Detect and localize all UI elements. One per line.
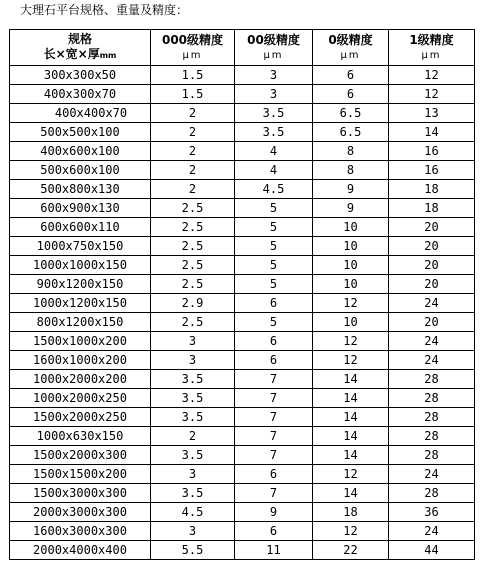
grade-0-cell: 8 [313, 161, 389, 180]
table-row [10, 161, 475, 180]
grade-1-cell: 16 [389, 142, 475, 161]
spec-cell: 400x400x70 [10, 104, 151, 123]
grade-00-cell: 3 [235, 85, 313, 104]
grade-1-cell: 16 [389, 161, 475, 180]
grade-000-cell: 2 [151, 123, 235, 142]
grade-0-cell: 14 [313, 408, 389, 427]
table-row [10, 237, 475, 256]
spec-cell: 1000x1200x150 [10, 294, 151, 313]
grade-1-cell: 12 [389, 66, 475, 85]
grade-0-cell: 14 [313, 427, 389, 446]
grade-1-cell: 12 [389, 85, 475, 104]
grade-000-cell: 2 [151, 180, 235, 199]
grade-1-cell: 20 [389, 218, 475, 237]
grade-0-cell: 10 [313, 218, 389, 237]
table-row [10, 123, 475, 142]
grade-000-cell: 1.5 [151, 85, 235, 104]
spec-cell: 1600x1000x200 [10, 351, 151, 370]
grade-0-cell: 10 [313, 256, 389, 275]
grade-0-cell: 14 [313, 389, 389, 408]
grade-0-cell: 9 [313, 199, 389, 218]
grade-1-cell: 24 [389, 465, 475, 484]
grade-0-cell: 22 [313, 541, 389, 560]
grade-00-cell: 4.5 [235, 180, 313, 199]
table-row [10, 446, 475, 465]
grade-1-cell: 28 [389, 427, 475, 446]
table-row [10, 484, 475, 503]
grade-00-cell: 5 [235, 237, 313, 256]
grade-00-cell: 4 [235, 161, 313, 180]
spec-cell: 2000x4000x400 [10, 541, 151, 560]
grade-000-cell: 2 [151, 104, 235, 123]
grade-00-cell: 3 [235, 66, 313, 85]
grade-1-cell: 28 [389, 408, 475, 427]
table-row [10, 370, 475, 389]
grade-1-cell: 24 [389, 351, 475, 370]
table-row [10, 294, 475, 313]
grade-00-cell: 5 [235, 275, 313, 294]
grade-00-cell: 6 [235, 465, 313, 484]
grade-1-cell: 24 [389, 294, 475, 313]
header-grade-0-cell [313, 30, 389, 66]
grade-0-cell: 14 [313, 484, 389, 503]
grade-1-cell: 20 [389, 313, 475, 332]
grade-1-cell: 14 [389, 123, 475, 142]
table-row [10, 389, 475, 408]
grade-000-cell: 3 [151, 351, 235, 370]
grade-000-cell: 2 [151, 427, 235, 446]
grade-00-cell: 6 [235, 522, 313, 541]
header-grade-1-title: 1级精度 [409, 32, 454, 47]
header-grade-000-unit: μm [182, 49, 203, 61]
grade-000-cell: 3.5 [151, 446, 235, 465]
grade-00-cell: 3.5 [235, 104, 313, 123]
grade-0-cell: 6 [313, 85, 389, 104]
grade-000-cell: 1.5 [151, 66, 235, 85]
table-row [10, 256, 475, 275]
grade-1-cell: 28 [389, 484, 475, 503]
grade-0-cell: 12 [313, 294, 389, 313]
page-caption: 大理石平台规格、重量及精度： [20, 3, 189, 17]
header-grade-000-title: 000级精度 [161, 32, 224, 47]
grade-0-cell: 12 [313, 465, 389, 484]
table-row [10, 218, 475, 237]
cut-off-text-strip [0, 561, 494, 566]
spec-cell: 1500x2000x300 [10, 446, 151, 465]
grade-0-cell: 12 [313, 332, 389, 351]
grade-00-cell: 5 [235, 218, 313, 237]
grade-00-cell: 3.5 [235, 123, 313, 142]
spec-cell: 600x900x130 [10, 199, 151, 218]
header-spec-sub-unit: mm [99, 51, 117, 60]
table-row [10, 104, 475, 123]
spec-cell: 1000x2000x200 [10, 370, 151, 389]
grade-000-cell: 3.5 [151, 370, 235, 389]
table-row [10, 199, 475, 218]
grade-0-cell: 9 [313, 180, 389, 199]
header-grade-000-cell [151, 30, 235, 66]
table-row [10, 180, 475, 199]
header-spec-title: 规格 [67, 32, 92, 46]
grade-1-cell: 28 [389, 446, 475, 465]
spec-cell: 800x1200x150 [10, 313, 151, 332]
header-grade-1-cell [389, 30, 475, 66]
spec-cell: 1500x2000x250 [10, 408, 151, 427]
grade-0-cell: 12 [313, 351, 389, 370]
grade-000-cell: 5.5 [151, 541, 235, 560]
grade-0-cell: 10 [313, 237, 389, 256]
spec-cell: 500x600x100 [10, 161, 151, 180]
grade-000-cell: 2.5 [151, 199, 235, 218]
grade-00-cell: 11 [235, 541, 313, 560]
grade-0-cell: 6.5 [313, 104, 389, 123]
grade-0-cell: 10 [313, 275, 389, 294]
grade-00-cell: 7 [235, 389, 313, 408]
header-spec-dimensions [10, 47, 150, 63]
grade-1-cell: 28 [389, 370, 475, 389]
spec-cell: 1500x1000x200 [10, 332, 151, 351]
table-row [10, 541, 475, 560]
spec-cell: 1500x1500x200 [10, 465, 151, 484]
grade-000-cell: 3 [151, 522, 235, 541]
grade-1-cell: 18 [389, 180, 475, 199]
grade-000-cell: 4.5 [151, 503, 235, 522]
grade-000-cell: 3.5 [151, 389, 235, 408]
grade-00-cell: 7 [235, 427, 313, 446]
marble-platform-spec-table [9, 29, 475, 560]
table-row [10, 332, 475, 351]
grade-1-cell: 13 [389, 104, 475, 123]
grade-1-cell: 36 [389, 503, 475, 522]
table-header-row [10, 30, 475, 66]
grade-1-cell: 20 [389, 256, 475, 275]
table-row [10, 408, 475, 427]
grade-0-cell: 6.5 [313, 123, 389, 142]
grade-00-cell: 9 [235, 503, 313, 522]
table-row [10, 427, 475, 446]
header-spec-sub-main: 长×宽×厚 [43, 47, 100, 61]
spec-cell: 300x300x50 [10, 66, 151, 85]
header-grade-00-title: 00级精度 [247, 32, 300, 47]
grade-000-cell: 2 [151, 142, 235, 161]
grade-0-cell: 14 [313, 370, 389, 389]
spec-cell: 500x800x130 [10, 180, 151, 199]
spec-cell: 500x500x100 [10, 123, 151, 142]
grade-00-cell: 7 [235, 370, 313, 389]
grade-00-cell: 7 [235, 446, 313, 465]
table-row [10, 66, 475, 85]
table-row [10, 142, 475, 161]
table-row [10, 351, 475, 370]
grade-000-cell: 2.5 [151, 275, 235, 294]
grade-000-cell: 3 [151, 332, 235, 351]
grade-000-cell: 3.5 [151, 408, 235, 427]
grade-00-cell: 6 [235, 332, 313, 351]
grade-0-cell: 8 [313, 142, 389, 161]
grade-0-cell: 12 [313, 522, 389, 541]
grade-000-cell: 2.5 [151, 218, 235, 237]
grade-1-cell: 18 [389, 199, 475, 218]
spec-cell: 900x1200x150 [10, 275, 151, 294]
grade-00-cell: 6 [235, 294, 313, 313]
spec-cell: 1600x3000x300 [10, 522, 151, 541]
grade-000-cell: 2 [151, 161, 235, 180]
header-grade-1-unit: μm [421, 49, 442, 61]
grade-000-cell: 2.9 [151, 294, 235, 313]
grade-000-cell: 2.5 [151, 237, 235, 256]
grade-000-cell: 3 [151, 465, 235, 484]
spec-cell: 1000x750x150 [10, 237, 151, 256]
grade-00-cell: 4 [235, 142, 313, 161]
spec-cell: 1000x1000x150 [10, 256, 151, 275]
table-row [10, 85, 475, 104]
table-row [10, 503, 475, 522]
spec-cell: 1000x2000x250 [10, 389, 151, 408]
spec-cell: 400x600x100 [10, 142, 151, 161]
grade-0-cell: 14 [313, 446, 389, 465]
header-grade-00-cell [235, 30, 313, 66]
grade-1-cell: 20 [389, 237, 475, 256]
header-grade-00-unit: μm [263, 49, 284, 61]
table-row [10, 522, 475, 541]
grade-00-cell: 7 [235, 484, 313, 503]
grade-000-cell: 2.5 [151, 313, 235, 332]
grade-1-cell: 24 [389, 332, 475, 351]
grade-1-cell: 44 [389, 541, 475, 560]
grade-00-cell: 5 [235, 199, 313, 218]
grade-00-cell: 5 [235, 256, 313, 275]
grade-1-cell: 20 [389, 275, 475, 294]
spec-cell: 2000x3000x300 [10, 503, 151, 522]
table-row [10, 465, 475, 484]
grade-000-cell: 2.5 [151, 256, 235, 275]
grade-00-cell: 6 [235, 351, 313, 370]
grade-00-cell: 7 [235, 408, 313, 427]
spec-cell: 600x600x110 [10, 218, 151, 237]
grade-1-cell: 28 [389, 389, 475, 408]
grade-0-cell: 6 [313, 66, 389, 85]
grade-1-cell: 24 [389, 522, 475, 541]
header-grade-0-title: 0级精度 [328, 32, 373, 47]
header-spec-cell [10, 30, 151, 66]
spec-cell: 1000x630x150 [10, 427, 151, 446]
grade-0-cell: 10 [313, 313, 389, 332]
table-row [10, 313, 475, 332]
grade-000-cell: 3.5 [151, 484, 235, 503]
grade-00-cell: 5 [235, 313, 313, 332]
spec-cell: 1500x3000x300 [10, 484, 151, 503]
spec-cell: 400x300x70 [10, 85, 151, 104]
header-grade-0-unit: μm [340, 49, 361, 61]
table-row [10, 275, 475, 294]
grade-0-cell: 18 [313, 503, 389, 522]
